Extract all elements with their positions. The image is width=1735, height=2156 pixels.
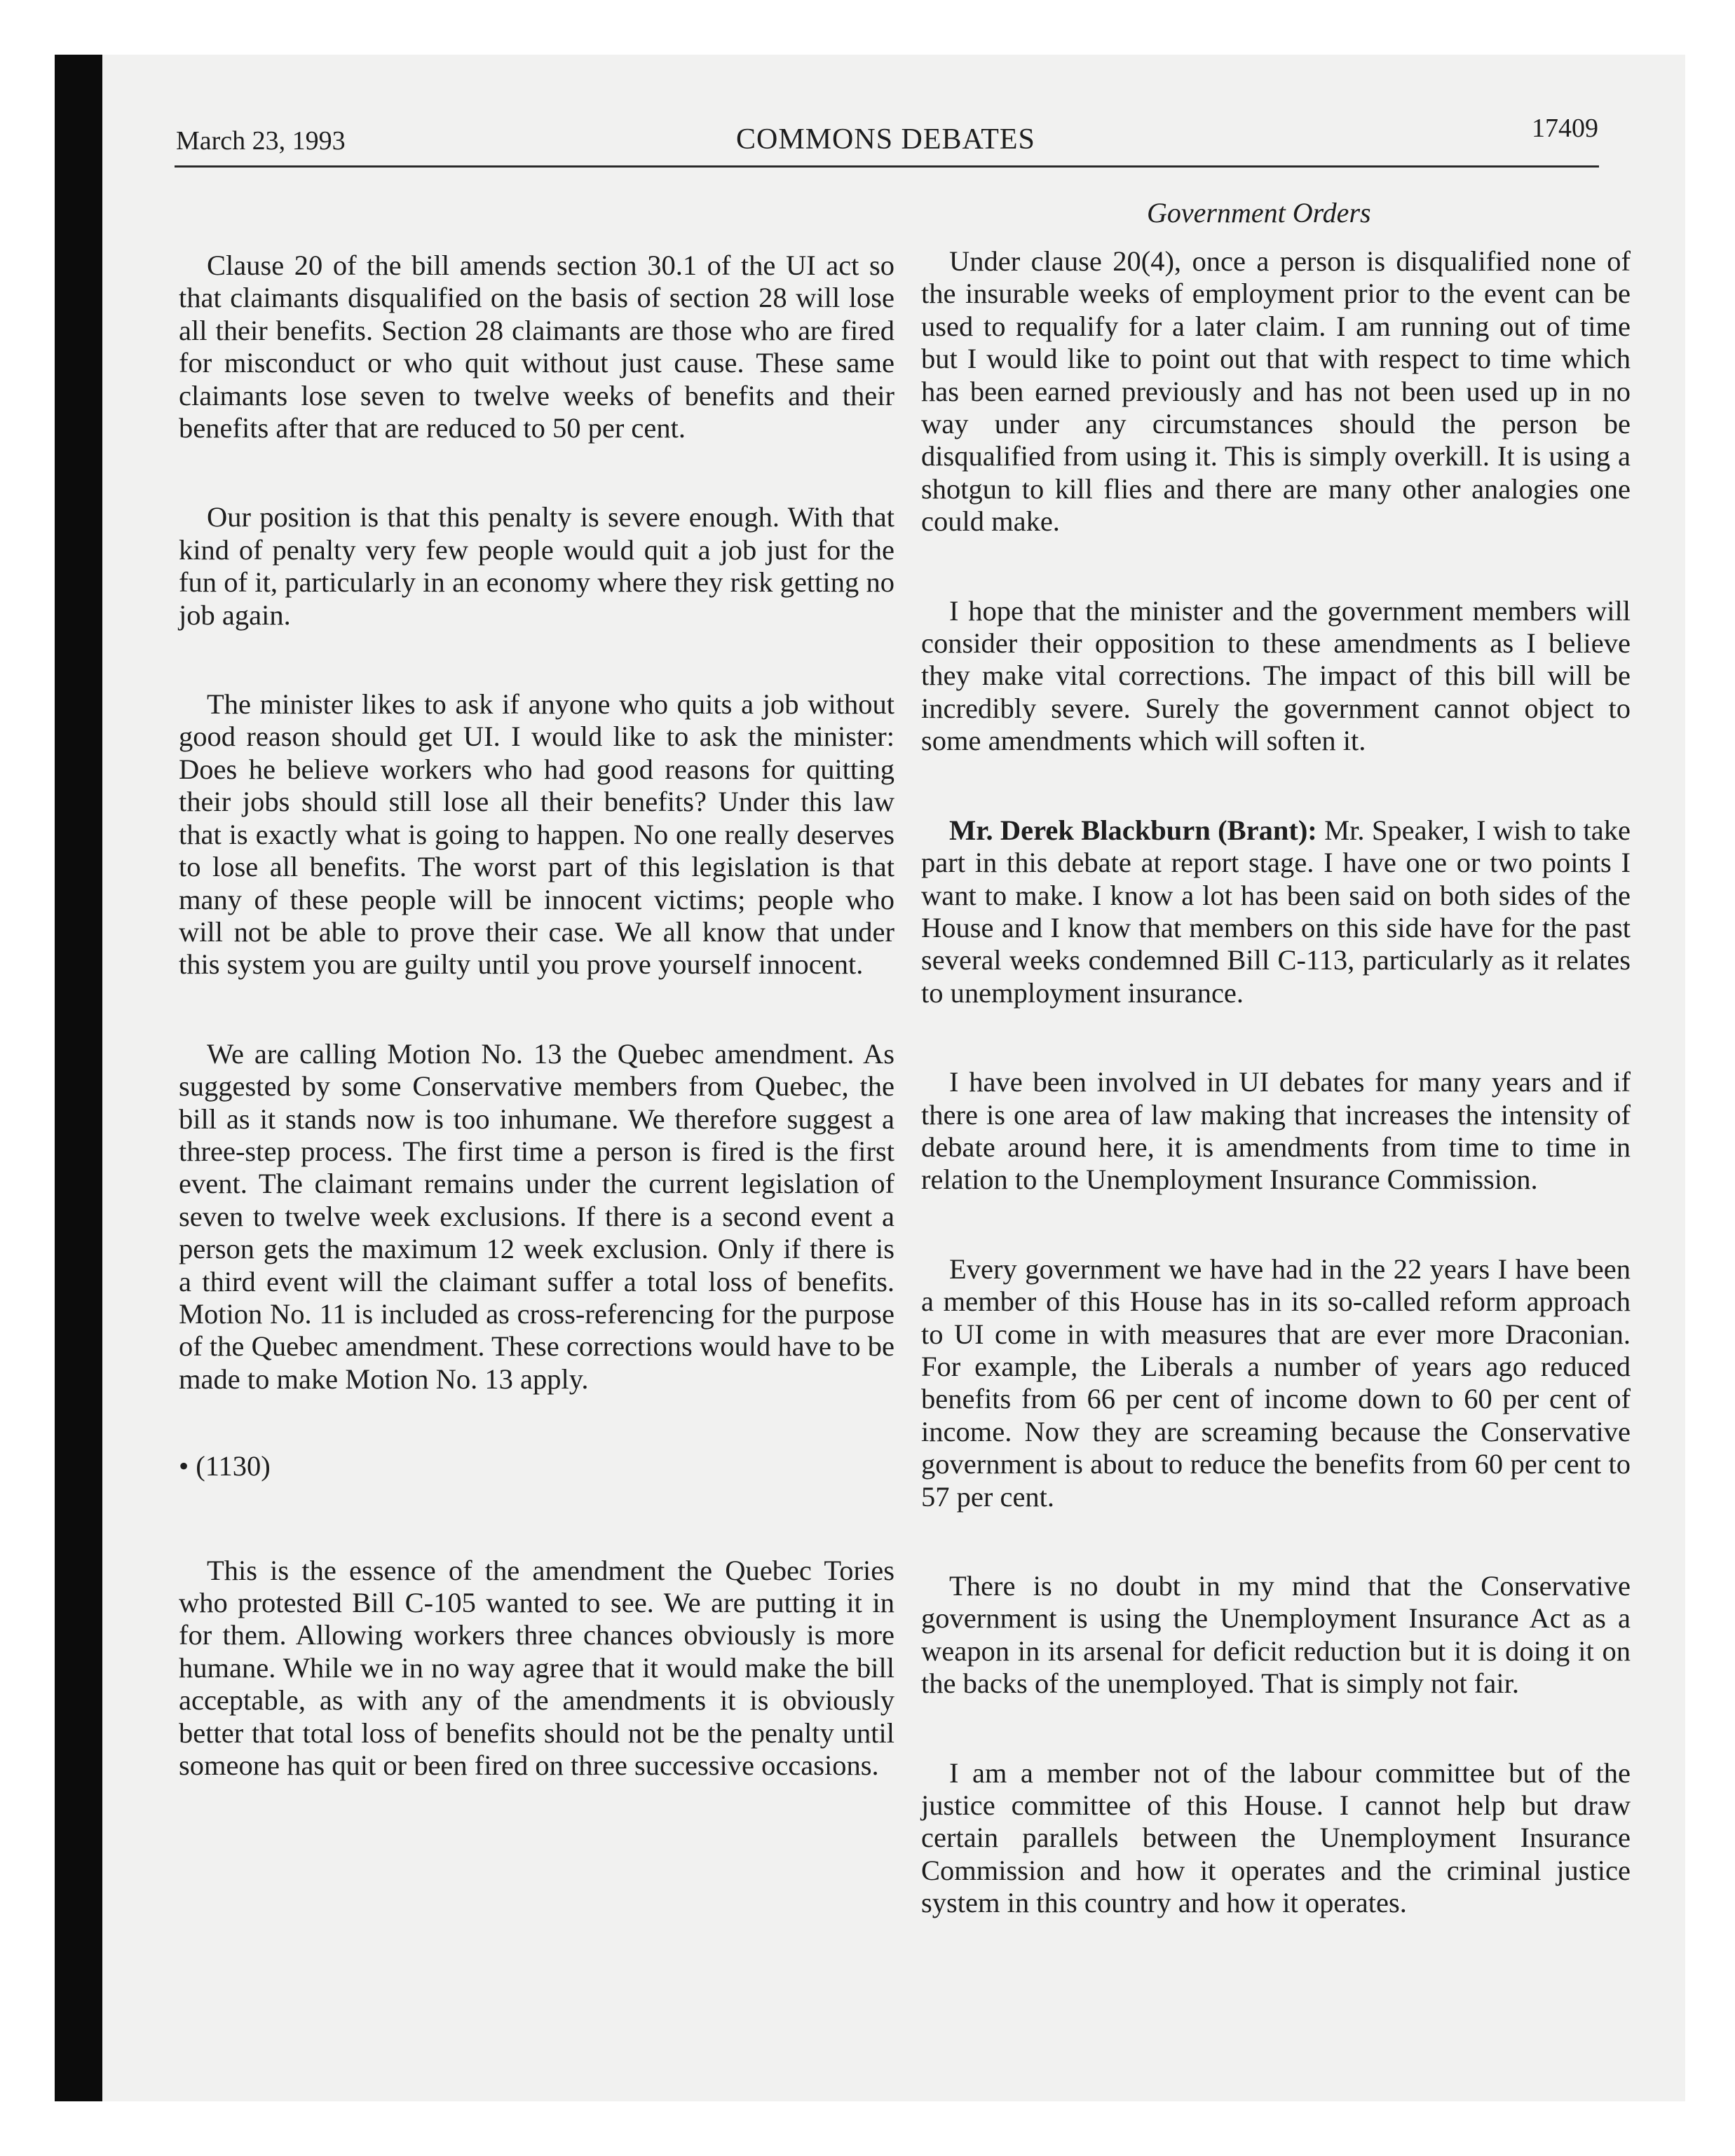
section-heading: Government Orders [1147,197,1371,228]
paragraph: The minister likes to ask if anyone who quits a job without good reason should get UI. I would like to ask the minister: Does he believe workers who had good reasons for quitting their jobs should still lose all their benefits? Under this law that is exactly what is going to happen. No one really deserves to lose all benefits. The worst part of this legislation is that many of these people will be innocent victims; people who will not be able to prove their case. We all know that under this system you are guilty until you prove yourself innocent. [179,688,894,981]
left-column [179,250,894,1838]
paragraph: There is no doubt in my mind that the Conservative government is using the Unemployment Insurance Act as a weapon in its arsenal for deficit reduction but it is doing it on the backs of the unemployed. That is simply not fair. [921,1570,1631,1700]
paragraph: This is the essence of the amendment the Quebec Tories who protested Bill C-105 wanted to see. We are putting it in for them. Allowing workers three chances obviously is more humane. While we in no way agree that it would make the bill acceptable, as with any of the amendments it is obviously better that total loss of benefits should not be the penalty until someone has quit or been fired on three successive occasions. [179,1554,894,1782]
header-rule [175,165,1599,168]
speech-text: Mr. Speaker, I wish to take part in this debate at report stage. I have one or two points I want to make. I know a lot has been said on both sides of the House and I know that members on this side have for the past several weeks condemned Bill C-113, particularly as it relates to unemployment insurance. [921,814,1631,1009]
header-page-number: 17409 [1532,114,1598,143]
speaker-name: Mr. Derek Blackburn (Brant): [949,814,1317,846]
paragraph: I hope that the minister and the government members will consider their opposition to these amendments as I believe they make vital corrections. The impact of this bill will be incredibly severe. Surely the government cannot object to some amendments which will soften it. [921,594,1631,757]
speech-paragraph [921,814,1631,1009]
paragraph: I am a member not of the labour committee but of the justice committee of this House. I cannot help but draw certain parallels between the Unemployment Insurance Commission and how it operates and the criminal justice system in this country and how it operates. [921,1756,1631,1919]
paragraph: Clause 20 of the bill amends section 30.1 of the UI act so that claimants disqualified on the basis of section 28 will lose all their benefits. Section 28 claimants are those who are fired for misconduct or who quit without just cause. These same claimants lose seven to twelve weeks of benefits and their benefits after that are reduced to 50 per cent. [179,250,894,444]
header-date: March 23, 1993 [176,126,346,156]
header-title: COMMONS DEBATES [736,123,1035,156]
time-marker: • (1130) [179,1450,271,1482]
right-column [921,245,1631,1977]
paragraph: Under clause 20(4), once a person is disqualified none of the insurable weeks of employment prior to the event can be used to requalify for a later claim. I am running out of time but I would like to point out that with respect to time which has been earned previously and has not been used up in no way under any circumstances should the person be disqualified from using it. This is simply overkill. It is using a shotgun to kill flies and there are many other analogies one could make. [921,245,1631,538]
paragraph: Our position is that this penalty is severe enough. With that kind of penalty very few people would quit a job just for the fun of it, particularly in an economy where they risk getting no job again. [179,501,894,631]
scan-binding-edge [55,55,102,2101]
paragraph: I have been involved in UI debates for many years and if there is one area of law making that increases the intensity of debate around here, it is amendments from time to time in relation to the Unemployment Insurance Commission. [921,1066,1631,1196]
paragraph: We are calling Motion No. 13 the Quebec amendment. As suggested by some Conservative members from Quebec, the bill as it stands now is too inhumane. We therefore suggest a three-step process. The first time a person is fired is the first event. The claimant remains under the current legislation of seven to twelve week exclusions. If there is a second event a person gets the maximum 12 week exclusion. Only if there is a third event will the claimant suffer a total loss of benefits. Motion No. 11 is included as cross-referencing for the purpose of the Quebec amendment. These corrections would have to be made to make Motion No. 13 apply. [179,1037,894,1395]
paragraph: Every government we have had in the 22 years I have been a member of this House has in its so-called reform approach to UI come in with measures that are ever more Draconian. For example, the Liberals a number of years ago reduced benefits from 66 per cent of income down to 60 per cent of income. Now they are screaming because the Conservative government is about to reduce the benefits from 60 per cent to 57 per cent. [921,1253,1631,1513]
